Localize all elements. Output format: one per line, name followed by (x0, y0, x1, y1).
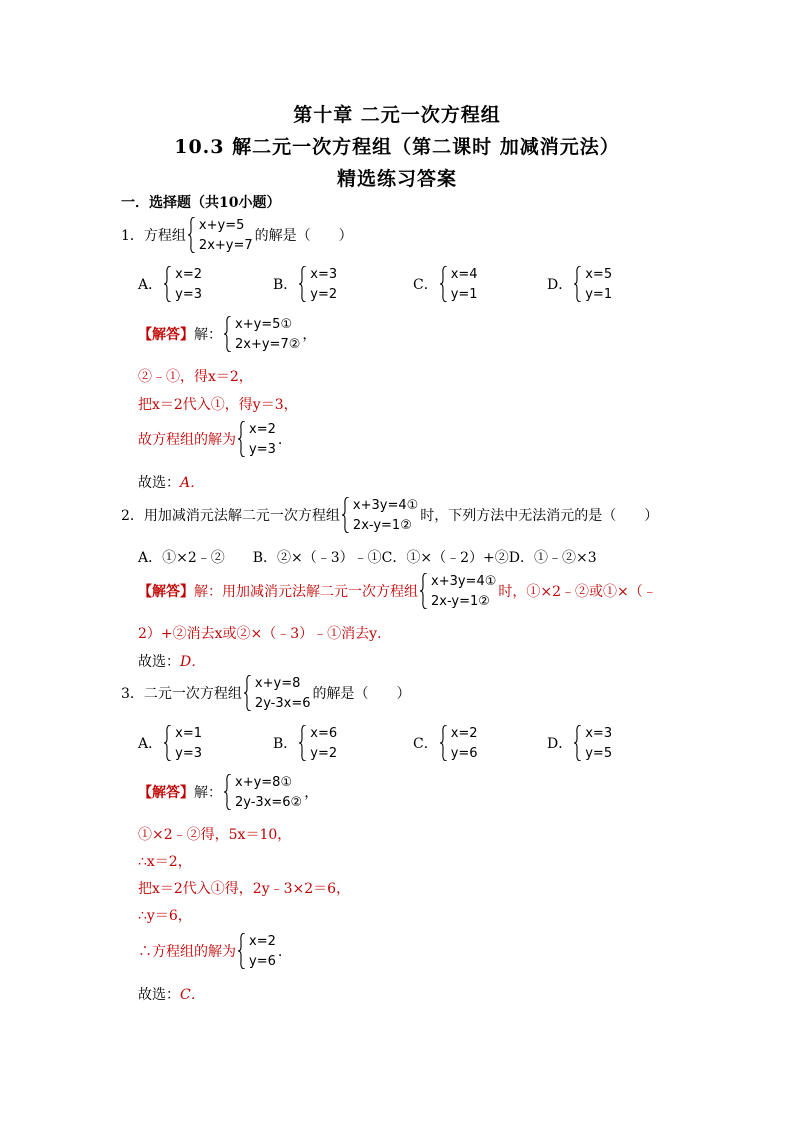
q1-answer: 【解答】解： x+y=5① 2x+y=7② ， (138, 317, 317, 352)
q2-answer: 【解答】解：用加减消元法解二元一次方程组 x+3y=4① 2x-y=1② 时，①×2﹣②或①×（﹣ (138, 574, 657, 609)
q3-option-c: C． x=2 y=6 (413, 726, 478, 761)
brace-icon (420, 573, 427, 609)
brace-icon (342, 497, 349, 533)
q3-option-d: D． x=3 y=5 (547, 726, 613, 761)
q3-answer: 【解答】解： x+y=8① 2y-3x=6② ， (138, 775, 319, 810)
brace-icon (299, 725, 306, 761)
q2-answer-line2: 2）+②消去x或②×（﹣3）﹣①消去y． (138, 626, 392, 642)
brace-icon (224, 316, 231, 352)
brace-icon (238, 421, 245, 457)
chapter-title: 第十章 二元一次方程组 (293, 104, 501, 126)
q1-option-b: B． x=3 y=2 (273, 267, 338, 302)
q2-options: A．①×2﹣② B．②×（﹣3）﹣①C．①×（﹣2）+②D．①﹣②×3 (138, 550, 597, 566)
brace-icon (299, 266, 306, 302)
q1-option-a: A． x=2 y=3 (138, 267, 202, 302)
q3-option-b: B． x=6 y=2 (273, 726, 338, 761)
q3-step2: ∴x＝2， (138, 854, 192, 870)
q2-stem: 2．用加减消元法解二元一次方程组 x+3y=4① 2x-y=1② 时，下列方法中无法消元的是（ ） (121, 498, 659, 533)
q3-choice: 故选：C． (138, 987, 205, 1003)
q1-choice: 故选：A． (138, 475, 205, 491)
brace-icon (440, 725, 447, 761)
q1-option-d: D． x=5 y=1 (547, 267, 613, 302)
brace-icon (188, 217, 195, 253)
q3-stem: 3．二元一次方程组 x+y=8 2y-3x=6 的解是（ ） (121, 676, 411, 711)
brace-icon (244, 675, 251, 711)
q1-stem: 1．方程组 x+y=5 2x+y=7 的解是（ ） (121, 216, 353, 256)
brace-icon (574, 266, 581, 302)
brace-icon (440, 266, 447, 302)
brace-icon (164, 725, 171, 761)
q3-step1: ①×2﹣②得，5x＝10， (138, 827, 292, 843)
q2-choice: 故选：D． (138, 654, 206, 670)
q1-step3: 故方程组的解为 x=2 y=3 . (138, 422, 283, 457)
q3-option-a: A． x=1 y=3 (138, 726, 202, 761)
q1-option-c: C． x=4 y=1 (413, 267, 478, 302)
brace-icon (224, 774, 231, 810)
subtitle: 精选练习答案 (336, 168, 457, 190)
section-heading: 一．选择题（共10小题） (121, 195, 281, 211)
q3-step5: ∴方程组的解为 x=2 y=6 . (138, 934, 283, 969)
q3-step3: 把x＝2代入①得，2y﹣3×2＝6， (138, 881, 351, 897)
q1-system: x+y=5 2x+y=7 (188, 216, 253, 256)
q3-step4: ∴y＝6， (138, 908, 192, 924)
q1-step1: ②﹣①，得x＝2， (138, 369, 253, 385)
brace-icon (238, 933, 245, 969)
q1-step2: 把x＝2代入①，得y＝3， (138, 397, 298, 413)
brace-icon (574, 725, 581, 761)
brace-icon (164, 266, 171, 302)
lesson-title: 10.3 解二元一次方程组（第二课时 加减消元法） (174, 136, 620, 158)
